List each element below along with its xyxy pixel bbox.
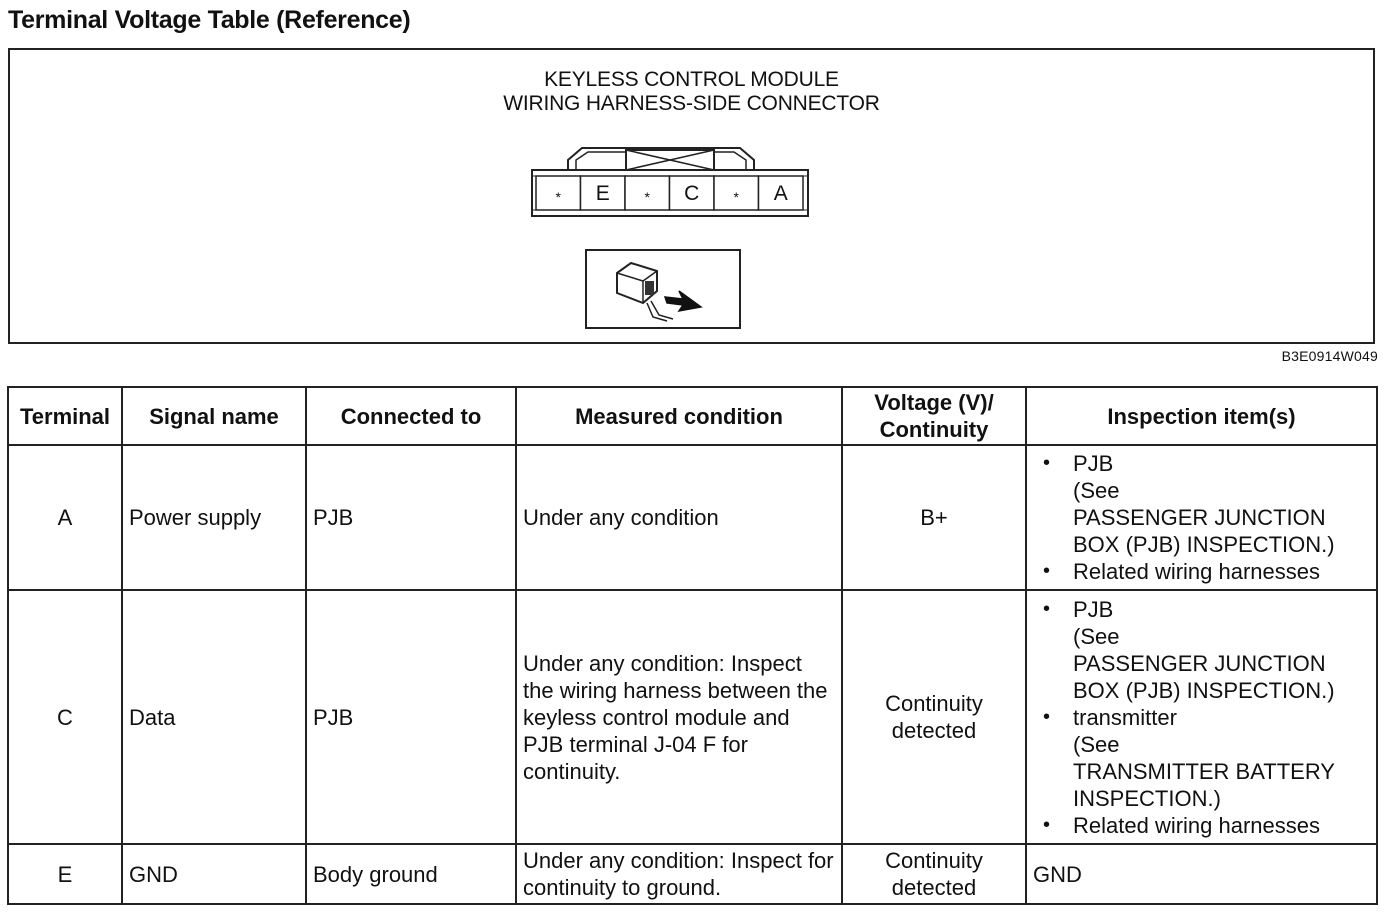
connector-face	[518, 140, 818, 230]
cell-voltage: B+	[842, 445, 1026, 590]
inspection-item-name: • Related wiring harnesses	[1073, 812, 1321, 838]
inspection-reference[interactable]: INSPECTION.)	[1073, 785, 1221, 811]
connector-diagram	[8, 48, 1375, 344]
inspection-reference[interactable]: PASSENGER JUNCTION	[1073, 505, 1326, 530]
table-row	[8, 445, 1377, 590]
page-title: Terminal Voltage Table (Reference)	[8, 6, 411, 34]
list-item	[1041, 704, 1370, 812]
cell-signal-name: Data	[122, 590, 306, 844]
header-inspection-items: Inspection item(s)	[1026, 387, 1377, 445]
inspection-item-name: • PJB	[1073, 451, 1114, 476]
caption-line-2: WIRING HARNESS-SIDE CONNECTOR	[503, 92, 880, 115]
cell-terminal: C	[8, 590, 122, 844]
cell-voltage: Continuity detected	[842, 844, 1026, 904]
cell-connected-to: PJB	[306, 445, 516, 590]
cell-terminal: E	[8, 844, 122, 904]
header-voltage-line-1: Voltage (V)/	[874, 390, 994, 415]
caption-line-1: KEYLESS CONTROL MODULE	[544, 68, 839, 91]
inspection-item-name: • Related wiring harnesses	[1073, 559, 1321, 584]
cell-inspection-items	[1026, 445, 1377, 590]
terminal-voltage-table	[7, 386, 1378, 905]
terminal-unused-label: *	[644, 189, 650, 205]
list-item	[1041, 812, 1370, 839]
terminal-label: C	[684, 182, 700, 205]
terminal-cells	[536, 176, 803, 210]
cell-signal-name: GND	[122, 844, 306, 904]
table-row	[8, 590, 1377, 844]
header-connected-to: Connected to	[306, 387, 516, 445]
inspection-list	[1033, 450, 1370, 585]
cell-inspection-items: GND	[1026, 844, 1377, 904]
inspection-reference[interactable]: BOX (PJB) INSPECTION.)	[1073, 532, 1335, 557]
inspection-item-name: • transmitter	[1073, 704, 1177, 730]
inspection-item-name: • PJB	[1073, 596, 1114, 622]
list-item	[1041, 558, 1370, 585]
header-measured-condition: Measured condition	[516, 387, 842, 445]
cell-voltage: Continuity detected	[842, 590, 1026, 844]
cell-measured-condition: Under any condition: Inspect the wiring harness between the keyless control module and PJB terminal J-04 F for continuity.	[516, 590, 842, 844]
header-signal-name: Signal name	[122, 387, 306, 445]
terminal-label: A	[773, 182, 788, 205]
inspection-reference[interactable]: TRANSMITTER BATTERY	[1073, 758, 1335, 784]
inspection-see: (See	[1073, 623, 1120, 649]
inspection-reference[interactable]: PASSENGER JUNCTION	[1073, 650, 1326, 676]
view-direction-box	[585, 249, 741, 329]
figure-code: B3E0914W049	[1281, 348, 1378, 364]
cell-measured-condition: Under any condition	[516, 445, 842, 590]
diagram-caption	[10, 68, 1373, 116]
terminal-unused-label: *	[555, 189, 561, 205]
cell-connected-to: PJB	[306, 590, 516, 844]
list-item	[1041, 596, 1370, 704]
cell-connected-to: Body ground	[306, 844, 516, 904]
inspection-list	[1033, 596, 1370, 839]
table-row	[8, 844, 1377, 904]
header-row	[8, 387, 1377, 445]
header-voltage-continuity	[842, 387, 1026, 445]
list-item	[1041, 450, 1370, 558]
cell-measured-condition: Under any condition: Inspect for continuity to ground.	[516, 844, 842, 904]
connector-view-arrow-icon	[587, 251, 739, 327]
terminal-unused-label: *	[733, 189, 739, 205]
inspection-reference[interactable]: BOX (PJB) INSPECTION.)	[1073, 677, 1335, 703]
cell-terminal: A	[8, 445, 122, 590]
inspection-see: (See	[1073, 478, 1120, 503]
header-terminal: Terminal	[8, 387, 122, 445]
cell-inspection-items	[1026, 590, 1377, 844]
terminal-label: E	[595, 182, 610, 205]
header-voltage-line-2: Continuity	[879, 417, 989, 442]
inspection-see: (See	[1073, 731, 1120, 757]
cell-signal-name: Power supply	[122, 445, 306, 590]
